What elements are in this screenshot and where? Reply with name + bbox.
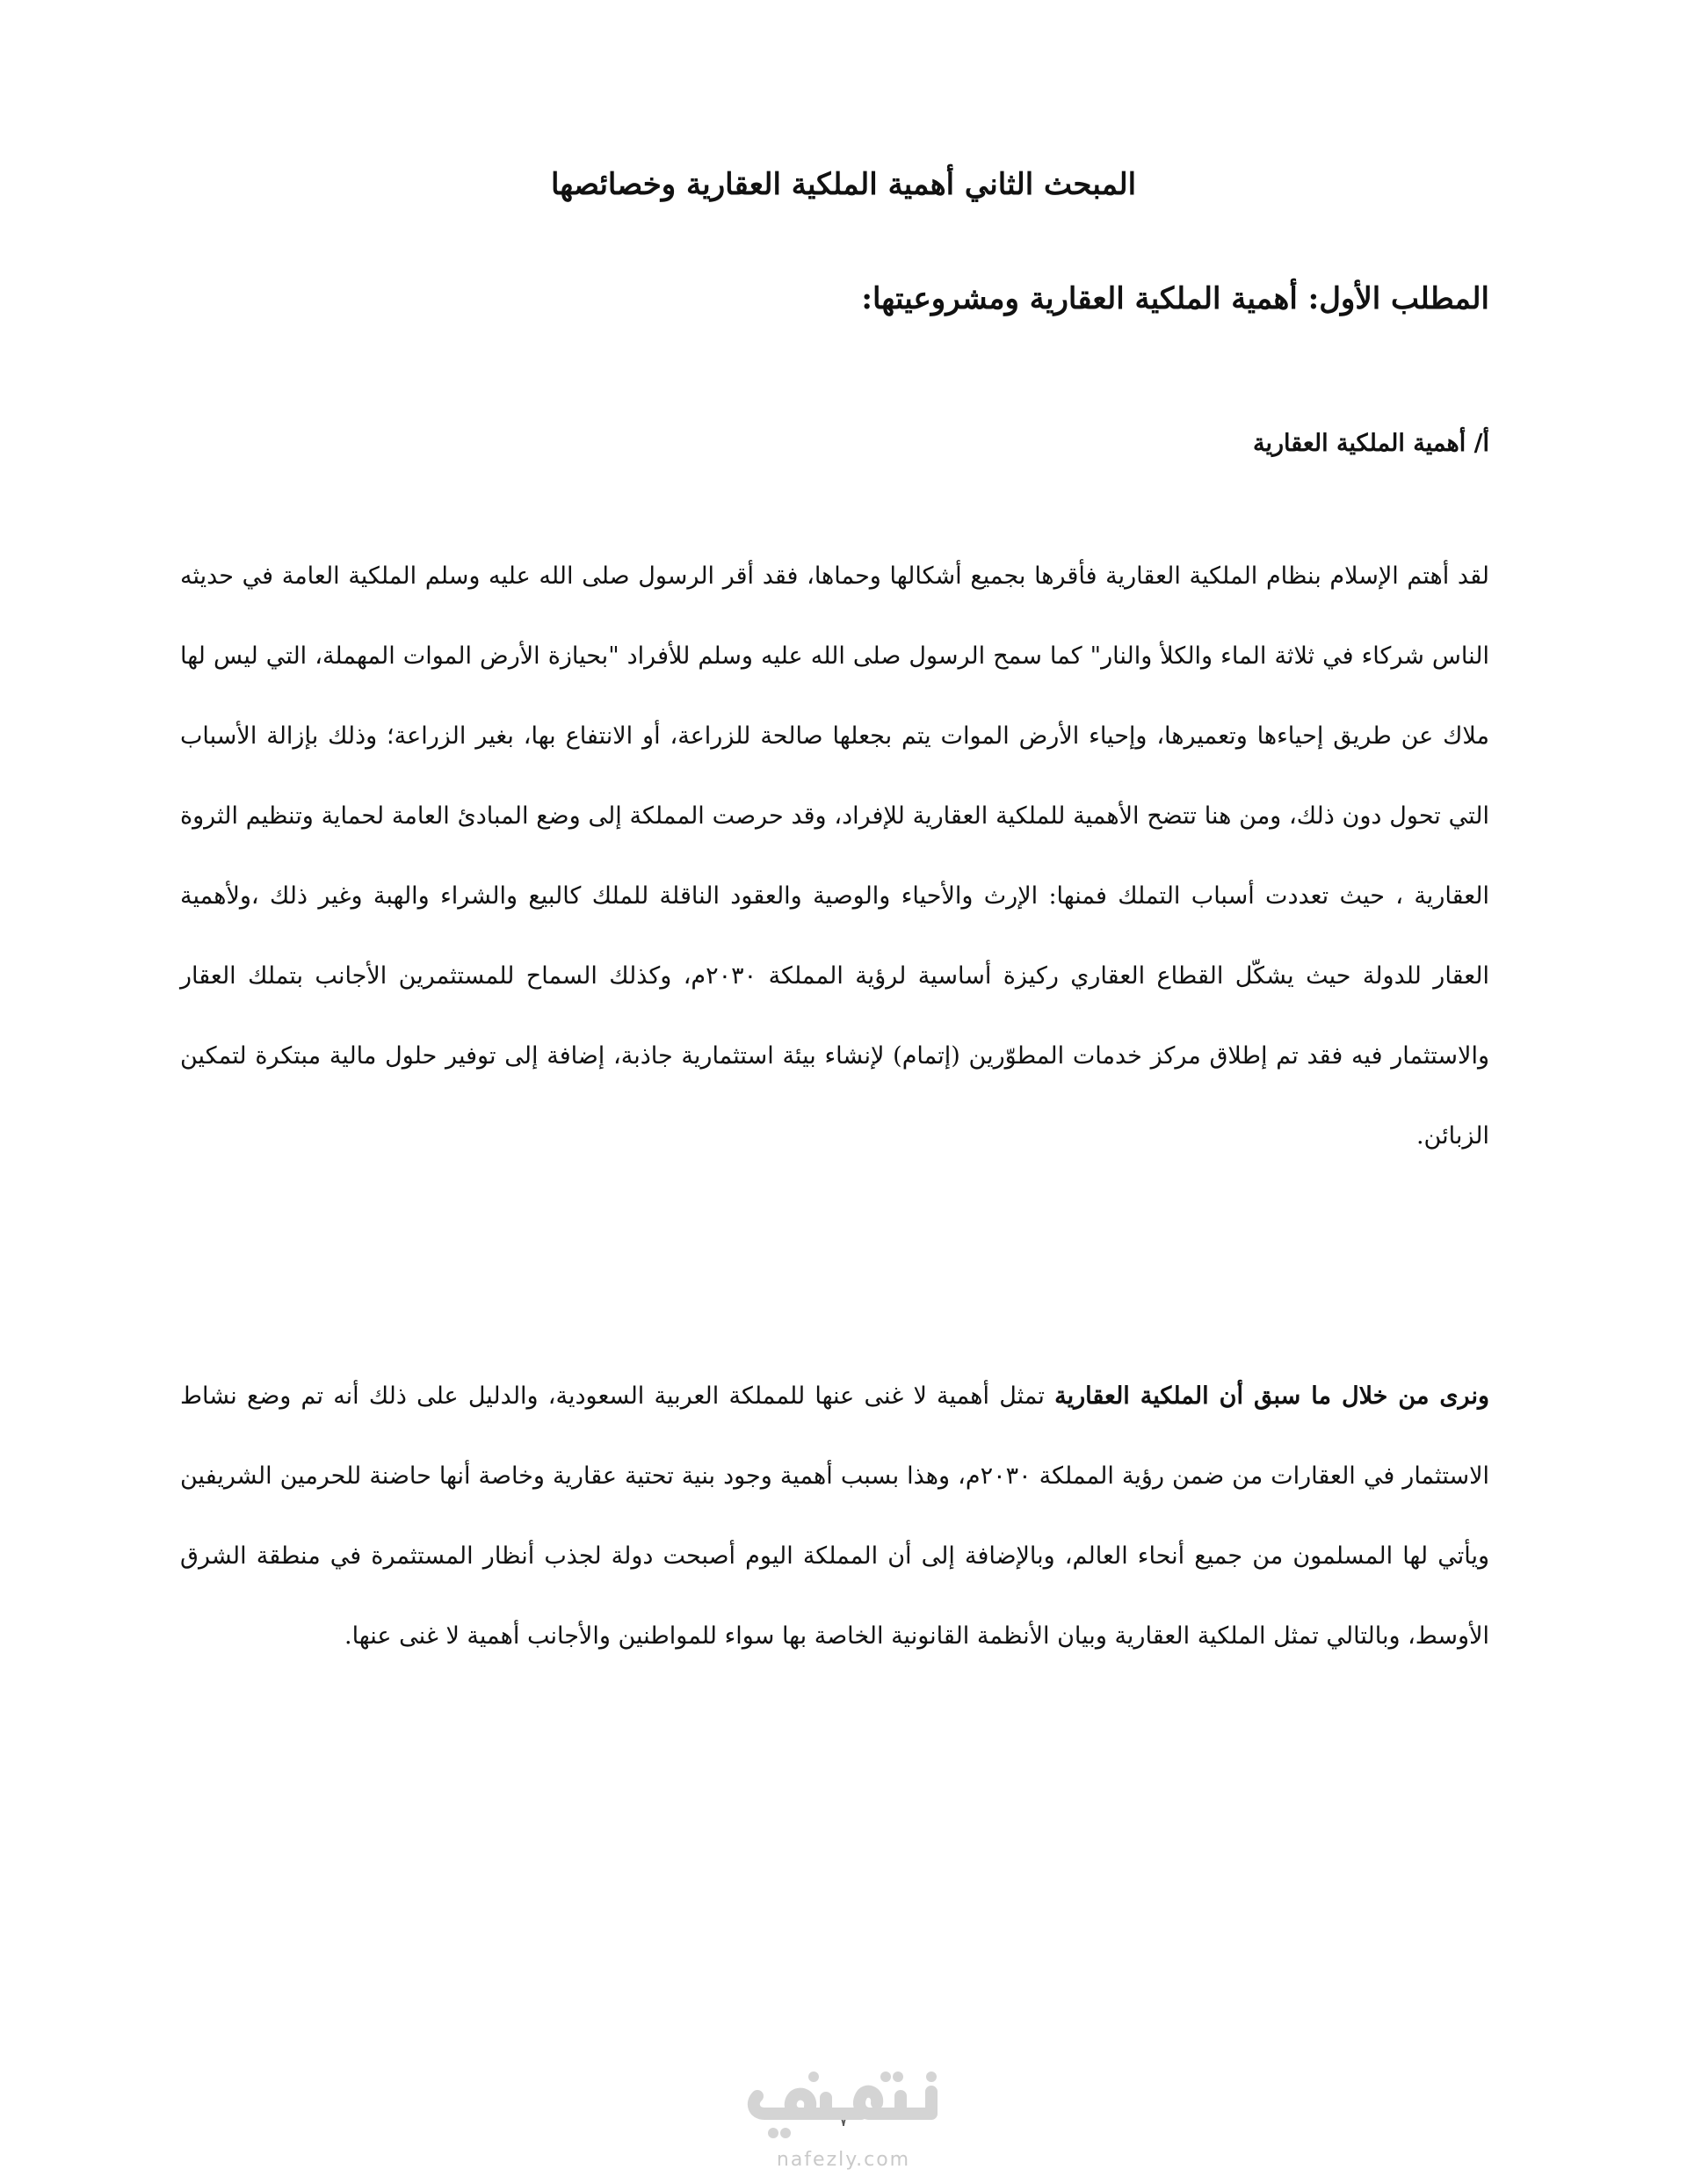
chapter-title: المبحث الثاني أهمية الملكية العقارية وخصائصها (550, 167, 1137, 202)
nafezly-watermark (729, 2061, 958, 2175)
paragraph-2-bold-lead: ونرى من خلال ما سبق أن الملكية العقارية (1054, 1382, 1489, 1410)
body-paragraph-2 (180, 1356, 1489, 1676)
watermark-logo-icon (729, 2061, 958, 2149)
subsection-title: أ/ أهمية الملكية العقارية (1252, 430, 1489, 457)
body-paragraph-1: لقد أهتم الإسلام بنظام الملكية العقارية فأقرها بجميع أشكالها وحماها، فقد أقر الرسول صلى الله عليه وسلم الملكية العامة في حديثه الناس شركاء في ثلاثة الماء والكلأ والنار" كما سمح الرسول صلى الله عليه وسلم للأفراد "بحيازة الأرض الموات المهملة، التي ليس لها ملاك عن طريق إحياءها وتعميرها، وإحياء الأرض الموات يتم بجعلها صالحة للزراعة، أو الانتفاع بها، بغير الزراعة؛ وذلك بإزالة الأسباب التي تحول دون ذلك، ومن هنا تتضح الأهمية للملكية العقارية للإفراد، وقد حرصت المملكة إلى وضع المبادئ العامة لحماية وتنظيم الثروة العقارية ، حيث تعددت أسباب التملك فمنها: الإرث والأحياء والوصية والعقود الناقلة للملك كالبيع والشراء والهبة وغير ذلك ،ولأهمية العقار للدولة حيث يشكّل القطاع العقاري ركيزة أساسية لرؤية المملكة ٢٠٣٠م، وكذلك السماح للمستثمرين الأجانب بتملك العقار والاستثمار فيه فقد تم إطلاق مركز خدمات المطوّرين (إتمام) لإنشاء بيئة استثمارية جاذبة، إضافة إلى توفير حلول مالية مبتكرة لتمكين الزبائن. (180, 562, 1489, 1150)
watermark-site: nafezly.com (776, 2149, 911, 2171)
paragraph-2-text: تمثل أهمية لا غنى عنها للمملكة العربية السعودية، والدليل على ذلك أنه تم وضع نشاط الاستثمار في العقارات من ضمن رؤية المملكة ٢٠٣٠م، وهذا بسبب أهمية وجود بنية تحتية عقارية وخاصة أنها حاضنة للحرمين الشريفين ويأتي لها المسلمون من جميع أنحاء العالم، وبالإضافة إلى أن المملكة اليوم أصبحت دولة لجذب أنظار المستثمرة في منطقة الشرق الأوسط، وبالتالي تمثل الملكية العقارية وبيان الأنظمة القانونية الخاصة بها سواء للمواطنين والأجانب أهمية لا غنى عنها. (180, 1382, 1489, 1650)
section-title: المطلب الأول: أهمية الملكية العقارية ومشروعيتها: (861, 281, 1489, 316)
page-number: ٧ (838, 2109, 849, 2130)
